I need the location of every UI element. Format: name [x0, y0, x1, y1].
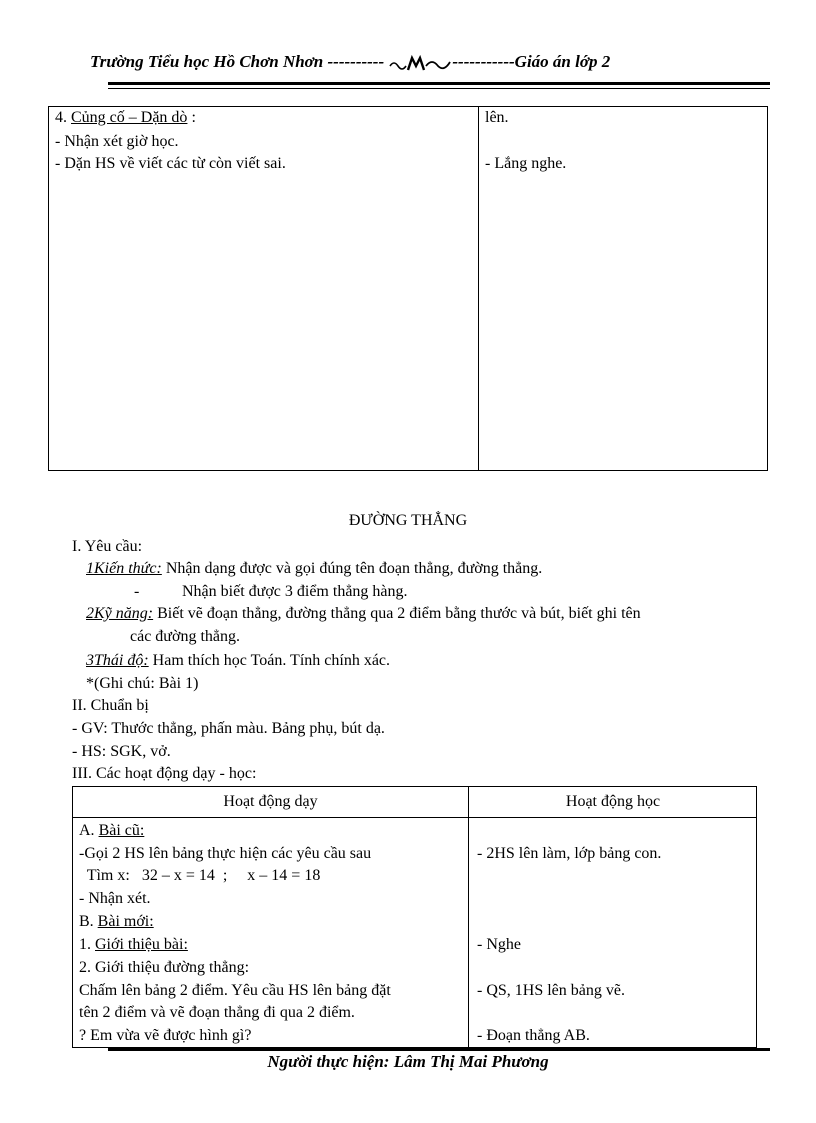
section-4-heading — [55, 107, 196, 129]
decorative-ornament-icon — [388, 54, 452, 72]
student-line: - Lắng nghe. — [485, 155, 567, 172]
teacher-line: -Gọi 2 HS lên bảng thực hiện các yêu cầu sau — [79, 845, 372, 862]
teacher-line: - Nhận xét. — [79, 890, 151, 907]
header-rule-thin — [108, 88, 770, 89]
skills-text-cont: các đường thẳng. — [130, 628, 240, 645]
teacher-line: - Nhận xét giờ học. — [55, 133, 179, 150]
footer-author: Người thực hiện: Lâm Thị Mai Phương — [267, 1052, 549, 1071]
school-name: Trường Tiểu học Hồ Chơn Nhơn — [90, 52, 324, 71]
teacher-question: ? Em vừa vẽ được hình gì? — [79, 1027, 252, 1044]
teacher-line: tên 2 điểm và vẽ đoạn thẳng đi qua 2 điểm. — [79, 1004, 355, 1021]
knowledge-sub-item: Nhận biết được 3 điểm thẳng hàng. — [182, 583, 408, 600]
knowledge-sub-dash: - — [134, 583, 140, 600]
skills-label: 2Kỹ năng: — [86, 605, 154, 622]
teacher-line: - Dặn HS về viết các từ còn viết sai. — [55, 155, 286, 172]
grade-label: Giáo án lớp 2 — [514, 52, 611, 71]
student-line: - 2HS lên làm, lớp bảng con. — [477, 845, 662, 862]
part-b-label: Bài mới: — [97, 913, 154, 930]
header-dashes-left: ---------- — [323, 52, 389, 71]
section-title: Củng cố – Dặn dò — [71, 109, 188, 126]
attitude-item — [86, 650, 390, 672]
activities-heading: III. Các hoạt động dạy - học: — [72, 765, 257, 782]
knowledge-text: Nhận dạng được và gọi đúng tên đoạn thẳng, đường thẳng. — [161, 560, 543, 577]
preparation-teacher: - GV: Thước thẳng, phấn màu. Bảng phụ, bút dạ. — [72, 720, 385, 737]
preparation-student: - HS: SGK, vở. — [72, 743, 171, 760]
activities-table — [72, 786, 757, 1048]
part-b-heading — [79, 911, 154, 933]
knowledge-item — [86, 558, 542, 580]
knowledge-label: 1Kiến thức: — [86, 560, 162, 577]
part-b-number: B. — [79, 913, 98, 930]
part-a-number: A. — [79, 822, 99, 839]
student-line: - Nghe — [477, 936, 521, 953]
column-divider — [478, 107, 479, 470]
section-number: 4. — [55, 109, 71, 126]
page-header — [90, 52, 730, 72]
header-rule — [108, 82, 770, 85]
skills-item — [86, 603, 641, 625]
lesson-title: ĐƯỜNG THẲNG — [348, 512, 468, 529]
activity-table-continued — [48, 106, 768, 471]
step-1-number: 1. — [79, 936, 95, 953]
student-line: - QS, 1HS lên bảng vẽ. — [477, 982, 625, 999]
note-line: *(Ghi chú: Bài 1) — [86, 675, 199, 692]
footer-rule — [108, 1048, 770, 1051]
teacher-line: Chấm lên bảng 2 điểm. Yêu cầu HS lên bảng đặt — [79, 982, 391, 999]
part-a-heading — [79, 820, 144, 842]
requirements-heading: I. Yêu cầu: — [72, 538, 143, 555]
header-row-divider — [73, 817, 756, 818]
step-2-heading: 2. Giới thiệu đường thẳng: — [79, 959, 250, 976]
step-1-label: Giới thiệu bài: — [95, 936, 188, 953]
header-dashes-right: ----------- — [452, 52, 515, 71]
attitude-label: 3Thái độ: — [86, 652, 149, 669]
step-1-heading — [79, 934, 188, 956]
skills-text: Biết vẽ đoạn thẳng, đường thẳng qua 2 điểm bằng thước và bút, biết ghi tên — [153, 605, 641, 622]
attitude-text: Ham thích học Toán. Tính chính xác. — [148, 652, 391, 669]
student-line: lên. — [485, 109, 509, 126]
student-line: - Đoạn thẳng AB. — [477, 1027, 590, 1044]
column-header-learning: Hoạt động học — [565, 793, 661, 810]
preparation-heading: II. Chuẩn bị — [72, 697, 149, 714]
part-a-label: Bài cũ: — [98, 822, 145, 839]
section-colon: : — [187, 109, 196, 126]
column-header-teaching: Hoạt động dạy — [223, 793, 318, 810]
teacher-line: Tìm x: 32 – x = 14 ; x – 14 = 18 — [79, 867, 321, 884]
column-divider — [468, 787, 469, 1047]
